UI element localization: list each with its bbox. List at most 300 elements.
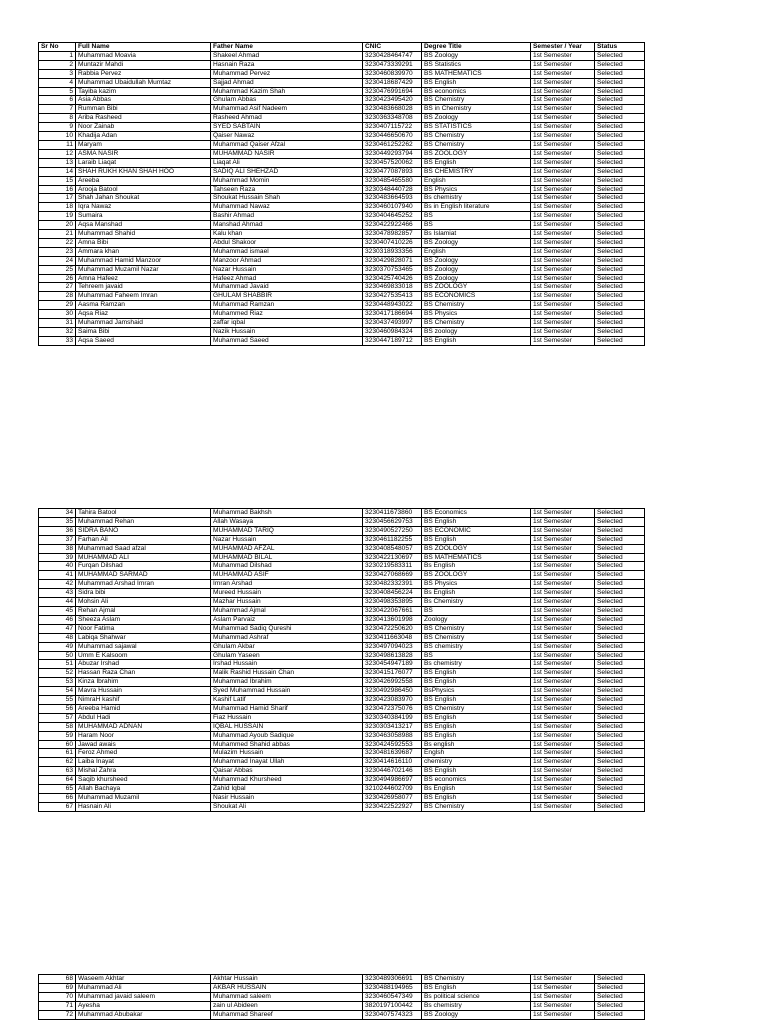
cell-cnic: 3230417186694 (363, 310, 422, 319)
cell-semester: 1st Semester (531, 722, 595, 731)
cell-full-name: Laiba Inayat (76, 758, 211, 767)
cell-full-name: SIDRA BANO (76, 526, 211, 535)
cell-sr-no: 58 (39, 722, 76, 731)
table-row (39, 194, 645, 203)
cell-full-name: Abuzar Irshad (76, 660, 211, 669)
cell-semester: 1st Semester (531, 526, 595, 535)
cell-full-name: Hasnain Ali (76, 802, 211, 811)
cell-status: Selected (595, 256, 645, 265)
cell-father-name: Muhammad Ramzan (211, 301, 363, 310)
cell-degree-title: English (422, 176, 531, 185)
table-row (39, 212, 645, 221)
cell-semester: 1st Semester (531, 651, 595, 660)
table-row (39, 78, 645, 87)
cell-degree-title: Bs chemistry (422, 194, 531, 203)
cell-cnic: 3230497094023 (363, 642, 422, 651)
cell-sr-no: 35 (39, 517, 76, 526)
cell-cnic: 3230461252262 (363, 140, 422, 149)
cell-father-name: Muhammad Inayat Ullah (211, 758, 363, 767)
cell-semester: 1st Semester (531, 221, 595, 230)
cell-status: Selected (595, 238, 645, 247)
cell-semester: 1st Semester (531, 328, 595, 337)
cell-father-name: Mureed Hussain (211, 589, 363, 598)
cell-sr-no: 67 (39, 802, 76, 811)
table-row (39, 336, 645, 345)
cell-semester: 1st Semester (531, 212, 595, 221)
cell-full-name: Sumaira (76, 212, 211, 221)
cell-cnic: 3230478982857 (363, 230, 422, 239)
cell-full-name: Muhammad Arshad Imran (76, 580, 211, 589)
table-row (39, 633, 645, 642)
cell-full-name: Abdul Hadi (76, 713, 211, 722)
cell-status: Selected (595, 203, 645, 212)
cell-semester: 1st Semester (531, 167, 595, 176)
cell-status: Selected (595, 167, 645, 176)
cell-degree-title: chemistry (422, 758, 531, 767)
cell-sr-no: 27 (39, 283, 76, 292)
cell-father-name: Manzoor Ahmad (211, 256, 363, 265)
cell-father-name: zain ul Abideen (211, 1001, 363, 1010)
cell-father-name: Allah Wasaya (211, 517, 363, 526)
cell-cnic: 3230415176077 (363, 669, 422, 678)
cell-cnic: 3230408548057 (363, 544, 422, 553)
table-row (39, 509, 645, 518)
cell-semester: 1st Semester (531, 740, 595, 749)
table-row (39, 328, 645, 337)
cell-full-name: Haram Noor (76, 731, 211, 740)
cell-full-name: Noor Fatima (76, 624, 211, 633)
cell-father-name: Shakeel Ahmad (211, 51, 363, 60)
cell-cnic: 3230422522927 (363, 802, 422, 811)
table-row (39, 1010, 645, 1019)
table-row (39, 96, 645, 105)
table-row (39, 149, 645, 158)
cell-full-name: Aqsa Manshad (76, 221, 211, 230)
cell-cnic: 3230473339291 (363, 60, 422, 69)
cell-semester: 1st Semester (531, 776, 595, 785)
table-row (39, 185, 645, 194)
table-row (39, 158, 645, 167)
table-row (39, 713, 645, 722)
cell-semester: 1st Semester (531, 785, 595, 794)
cell-sr-no: 10 (39, 132, 76, 141)
cell-semester: 1st Semester (531, 758, 595, 767)
cell-father-name: MUHAMMAD NASIR (211, 149, 363, 158)
cell-sr-no: 22 (39, 238, 76, 247)
cell-father-name: Muhammad Momin (211, 176, 363, 185)
cell-status: Selected (595, 78, 645, 87)
cell-father-name: Muhammad Ajmal (211, 606, 363, 615)
cell-semester: 1st Semester (531, 292, 595, 301)
cell-father-name: Bashir Ahmad (211, 212, 363, 221)
cell-father-name: Nazik Hussain (211, 328, 363, 337)
cell-sr-no: 31 (39, 319, 76, 328)
cell-semester: 1st Semester (531, 301, 595, 310)
cell-full-name: Mavra Hussain (76, 687, 211, 696)
table-row (39, 87, 645, 96)
cell-semester: 1st Semester (531, 1001, 595, 1010)
cell-sr-no: 19 (39, 212, 76, 221)
cell-status: Selected (595, 158, 645, 167)
cell-father-name: IQBAL HUSSAIN (211, 722, 363, 731)
cell-father-name: Liaqat Ali (211, 158, 363, 167)
cell-full-name: Noor Zainab (76, 123, 211, 132)
cell-degree-title: BS Chemistry (422, 96, 531, 105)
cell-cnic: 3230427535413 (363, 292, 422, 301)
cell-status: Selected (595, 624, 645, 633)
table-row (39, 319, 645, 328)
cell-sr-no: 53 (39, 678, 76, 687)
header-degree-title: Degree Title (422, 43, 531, 52)
cell-cnic: 3230446650670 (363, 132, 422, 141)
table-row (39, 687, 645, 696)
cell-degree-title: BS ZOOLOGY (422, 571, 531, 580)
table-row (39, 992, 645, 1001)
cell-sr-no: 37 (39, 535, 76, 544)
cell-full-name: Arooja Batool (76, 185, 211, 194)
cell-father-name: MUHAMMAD BILAL (211, 553, 363, 562)
cell-father-name: Muhammad Pervez (211, 69, 363, 78)
cell-status: Selected (595, 247, 645, 256)
cell-father-name: Nazar Hussain (211, 535, 363, 544)
cell-degree-title: BS Zoology (422, 265, 531, 274)
cell-full-name: Amna Bibi (76, 238, 211, 247)
cell-full-name: Muhammad Ubaidullah Mumtaz (76, 78, 211, 87)
cell-father-name: Muhammad Nawaz (211, 203, 363, 212)
cell-status: Selected (595, 731, 645, 740)
header-cnic: CNIC (363, 43, 422, 52)
cell-sr-no: 61 (39, 749, 76, 758)
cell-full-name: Shah Jahan Shoukat (76, 194, 211, 203)
cell-semester: 1st Semester (531, 1010, 595, 1019)
cell-cnic: 3230407115722 (363, 123, 422, 132)
cell-father-name: Nasir Hussain (211, 794, 363, 803)
cell-full-name: Aqsa Riaz (76, 310, 211, 319)
cell-father-name: Muhammad Javaid (211, 283, 363, 292)
cell-sr-no: 5 (39, 87, 76, 96)
cell-semester: 1st Semester (531, 319, 595, 328)
cell-status: Selected (595, 580, 645, 589)
cell-degree-title: BS Zoology (422, 238, 531, 247)
cell-cnic: 3230490527250 (363, 526, 422, 535)
cell-sr-no: 23 (39, 247, 76, 256)
cell-degree-title: BS Zoology (422, 1010, 531, 1019)
cell-sr-no: 70 (39, 992, 76, 1001)
cell-status: Selected (595, 553, 645, 562)
cell-cnic: 3230423083970 (363, 696, 422, 705)
cell-cnic: 3230428464747 (363, 51, 422, 60)
cell-cnic: 3230483668028 (363, 105, 422, 114)
cell-degree-title: BS zoology (422, 328, 531, 337)
table-row (39, 704, 645, 713)
header-status: Status (595, 43, 645, 52)
cell-cnic: 3230425740426 (363, 274, 422, 283)
table-row (39, 615, 645, 624)
cell-semester: 1st Semester (531, 553, 595, 562)
cell-degree-title: BS Economics (422, 509, 531, 518)
cell-status: Selected (595, 678, 645, 687)
cell-status: Selected (595, 149, 645, 158)
table-row (39, 589, 645, 598)
cell-cnic: 3230488194965 (363, 983, 422, 992)
cell-sr-no: 13 (39, 158, 76, 167)
cell-sr-no: 41 (39, 571, 76, 580)
cell-status: Selected (595, 785, 645, 794)
cell-full-name: Ariba Rasheed (76, 114, 211, 123)
cell-full-name: Labiqa Shahwar (76, 633, 211, 642)
cell-degree-title: Bs political science (422, 992, 531, 1001)
table-row (39, 176, 645, 185)
table-row (39, 283, 645, 292)
cell-sr-no: 24 (39, 256, 76, 265)
cell-degree-title: Bs chemistry (422, 660, 531, 669)
cell-cnic: 3230477087893 (363, 167, 422, 176)
cell-sr-no: 11 (39, 140, 76, 149)
cell-father-name: Muhammad Qaiser Afzal (211, 140, 363, 149)
cell-cnic: 3230408456224 (363, 589, 422, 598)
cell-status: Selected (595, 517, 645, 526)
cell-degree-title: BS ZOOLOGY (422, 283, 531, 292)
cell-status: Selected (595, 535, 645, 544)
table-row (39, 802, 645, 811)
cell-father-name: Abdul Shakoor (211, 238, 363, 247)
cell-degree-title: BS MATHEMATICS (422, 69, 531, 78)
cell-cnic: 3230472250620 (363, 624, 422, 633)
cell-semester: 1st Semester (531, 132, 595, 141)
cell-semester: 1st Semester (531, 509, 595, 518)
table-row (39, 51, 645, 60)
cell-cnic: 3230219583311 (363, 562, 422, 571)
cell-degree-title: BS economics (422, 776, 531, 785)
cell-cnic: 3820197100442 (363, 1001, 422, 1010)
cell-status: Selected (595, 1010, 645, 1019)
cell-father-name: Muhammad Hamid Sharif (211, 704, 363, 713)
cell-status: Selected (595, 526, 645, 535)
table-row (39, 696, 645, 705)
cell-status: Selected (595, 571, 645, 580)
cell-sr-no: 28 (39, 292, 76, 301)
cell-sr-no: 60 (39, 740, 76, 749)
table-row (39, 114, 645, 123)
cell-cnic: 3230407410226 (363, 238, 422, 247)
cell-semester: 1st Semester (531, 274, 595, 283)
cell-cnic: 3230429828071 (363, 256, 422, 265)
cell-semester: 1st Semester (531, 633, 595, 642)
cell-semester: 1st Semester (531, 185, 595, 194)
cell-semester: 1st Semester (531, 713, 595, 722)
cell-status: Selected (595, 51, 645, 60)
cell-sr-no: 36 (39, 526, 76, 535)
cell-semester: 1st Semester (531, 589, 595, 598)
cell-sr-no: 72 (39, 1010, 76, 1019)
cell-semester: 1st Semester (531, 562, 595, 571)
cell-sr-no: 2 (39, 60, 76, 69)
table-row (39, 544, 645, 553)
cell-father-name: Muhammad Ashraf (211, 633, 363, 642)
cell-semester: 1st Semester (531, 238, 595, 247)
cell-full-name: Ayesha (76, 1001, 211, 1010)
cell-status: Selected (595, 776, 645, 785)
table-row (39, 526, 645, 535)
cell-status: Selected (595, 265, 645, 274)
cell-sr-no: 71 (39, 1001, 76, 1010)
cell-full-name: ASMA NASIR (76, 149, 211, 158)
cell-sr-no: 12 (39, 149, 76, 158)
cell-status: Selected (595, 562, 645, 571)
cell-cnic: 3210244602709 (363, 785, 422, 794)
cell-full-name: Muhammad Abubakar (76, 1010, 211, 1019)
cell-semester: 1st Semester (531, 87, 595, 96)
cell-father-name: Ghulam Abbas (211, 96, 363, 105)
cell-degree-title: BS Chemistry (422, 301, 531, 310)
cell-father-name: Qaisar Abbas (211, 767, 363, 776)
cell-semester: 1st Semester (531, 580, 595, 589)
cell-semester: 1st Semester (531, 78, 595, 87)
cell-full-name: Muhammad Rehan (76, 517, 211, 526)
cell-full-name: Amna Hafeez (76, 274, 211, 283)
cell-father-name: Hafeez Ahmad (211, 274, 363, 283)
cell-full-name: Farhan Ali (76, 535, 211, 544)
cell-full-name: Muhammad Muzamil (76, 794, 211, 803)
cell-degree-title: BS English (422, 535, 531, 544)
cell-sr-no: 43 (39, 589, 76, 598)
cell-status: Selected (595, 60, 645, 69)
cell-full-name: Sheeza Aslam (76, 615, 211, 624)
cell-status: Selected (595, 749, 645, 758)
cell-sr-no: 33 (39, 336, 76, 345)
cell-status: Selected (595, 194, 645, 203)
cell-sr-no: 9 (39, 123, 76, 132)
cell-full-name: Muhammad Hamid Manzoor (76, 256, 211, 265)
merit-list-table-page-3 (38, 974, 645, 1020)
cell-cnic: 3230423495420 (363, 96, 422, 105)
cell-semester: 1st Semester (531, 598, 595, 607)
cell-cnic: 3230460107940 (363, 203, 422, 212)
cell-cnic: 3230426992558 (363, 678, 422, 687)
cell-degree-title: BS Zoology (422, 256, 531, 265)
cell-degree-title: BS English (422, 983, 531, 992)
cell-semester: 1st Semester (531, 69, 595, 78)
cell-semester: 1st Semester (531, 517, 595, 526)
cell-semester: 1st Semester (531, 704, 595, 713)
cell-degree-title: BS CHEMISTRY (422, 167, 531, 176)
cell-status: Selected (595, 96, 645, 105)
cell-sr-no: 68 (39, 975, 76, 984)
cell-full-name: Laraib Liaqat (76, 158, 211, 167)
cell-degree-title: BS chemistry (422, 642, 531, 651)
cell-semester: 1st Semester (531, 60, 595, 69)
cell-father-name: Muhammad Saeed (211, 336, 363, 345)
table-row (39, 310, 645, 319)
cell-degree-title: BS English (422, 767, 531, 776)
cell-semester: 1st Semester (531, 624, 595, 633)
cell-degree-title: BS ZOOLOGY (422, 544, 531, 553)
cell-sr-no: 59 (39, 731, 76, 740)
cell-cnic: 3230422922466 (363, 221, 422, 230)
cell-semester: 1st Semester (531, 336, 595, 345)
cell-status: Selected (595, 615, 645, 624)
cell-full-name: Rehan Ajmal (76, 606, 211, 615)
cell-degree-title: BS Chemistry (422, 802, 531, 811)
cell-father-name: Hasnain Raza (211, 60, 363, 69)
cell-full-name: Saqib khursheed (76, 776, 211, 785)
cell-degree-title: BS English (422, 336, 531, 345)
cell-father-name: Fiaz Hussain (211, 713, 363, 722)
table-row (39, 749, 645, 758)
cell-sr-no: 39 (39, 553, 76, 562)
cell-status: Selected (595, 642, 645, 651)
cell-cnic: 3230447189712 (363, 336, 422, 345)
cell-sr-no: 21 (39, 230, 76, 239)
cell-father-name: Zahid Iqbal (211, 785, 363, 794)
cell-father-name: Muhammad Ayoub Sadique (211, 731, 363, 740)
cell-father-name: Muhammad Sadiq Qureshi (211, 624, 363, 633)
cell-sr-no: 50 (39, 651, 76, 660)
cell-degree-title: BS ECONOMICS (422, 292, 531, 301)
table-row (39, 301, 645, 310)
cell-father-name: Muhammed Shahid abbas (211, 740, 363, 749)
cell-full-name: SHAH RUKH KHAN SHAH HOO (76, 167, 211, 176)
table-row (39, 123, 645, 132)
cell-semester: 1st Semester (531, 544, 595, 553)
table-row (39, 535, 645, 544)
cell-sr-no: 6 (39, 96, 76, 105)
cell-sr-no: 8 (39, 114, 76, 123)
cell-semester: 1st Semester (531, 642, 595, 651)
cell-semester: 1st Semester (531, 158, 595, 167)
cell-degree-title: BS Physics (422, 310, 531, 319)
cell-sr-no: 30 (39, 310, 76, 319)
cell-full-name: Muhammad Faheem Imran (76, 292, 211, 301)
cell-degree-title: Bs english (422, 740, 531, 749)
cell-full-name: Umm E Kalsoom (76, 651, 211, 660)
table-row (39, 580, 645, 589)
cell-full-name: Waseem Akhtar (76, 975, 211, 984)
table-row (39, 265, 645, 274)
table-row (39, 256, 645, 265)
cell-degree-title: BS in Chemistry (422, 105, 531, 114)
cell-semester: 1st Semester (531, 571, 595, 580)
cell-cnic: 3230457520062 (363, 158, 422, 167)
cell-semester: 1st Semester (531, 203, 595, 212)
table-row (39, 678, 645, 687)
cell-status: Selected (595, 696, 645, 705)
cell-cnic: 3230418687429 (363, 78, 422, 87)
cell-sr-no: 7 (39, 105, 76, 114)
cell-full-name: Feroz Ahmed (76, 749, 211, 758)
cell-full-name: Furqan Dilshad (76, 562, 211, 571)
cell-full-name: Areeba (76, 176, 211, 185)
cell-status: Selected (595, 633, 645, 642)
cell-father-name: Sajjad Ahmad (211, 78, 363, 87)
cell-cnic: 3230460839970 (363, 69, 422, 78)
cell-cnic: 3230485465580 (363, 176, 422, 185)
cell-semester: 1st Semester (531, 535, 595, 544)
cell-full-name: Muntazir Mahdi (76, 60, 211, 69)
cell-degree-title: BS Chemistry (422, 132, 531, 141)
cell-full-name: Ammara khan (76, 247, 211, 256)
cell-degree-title: BS Chemistry (422, 975, 531, 984)
cell-full-name: MUHAMMAD SARMAD (76, 571, 211, 580)
cell-degree-title: BS English (422, 713, 531, 722)
cell-sr-no: 51 (39, 660, 76, 669)
cell-sr-no: 18 (39, 203, 76, 212)
cell-status: Selected (595, 230, 645, 239)
cell-sr-no: 62 (39, 758, 76, 767)
cell-full-name: Maryam (76, 140, 211, 149)
cell-status: Selected (595, 975, 645, 984)
cell-father-name: Qaiser Nawaz (211, 132, 363, 141)
